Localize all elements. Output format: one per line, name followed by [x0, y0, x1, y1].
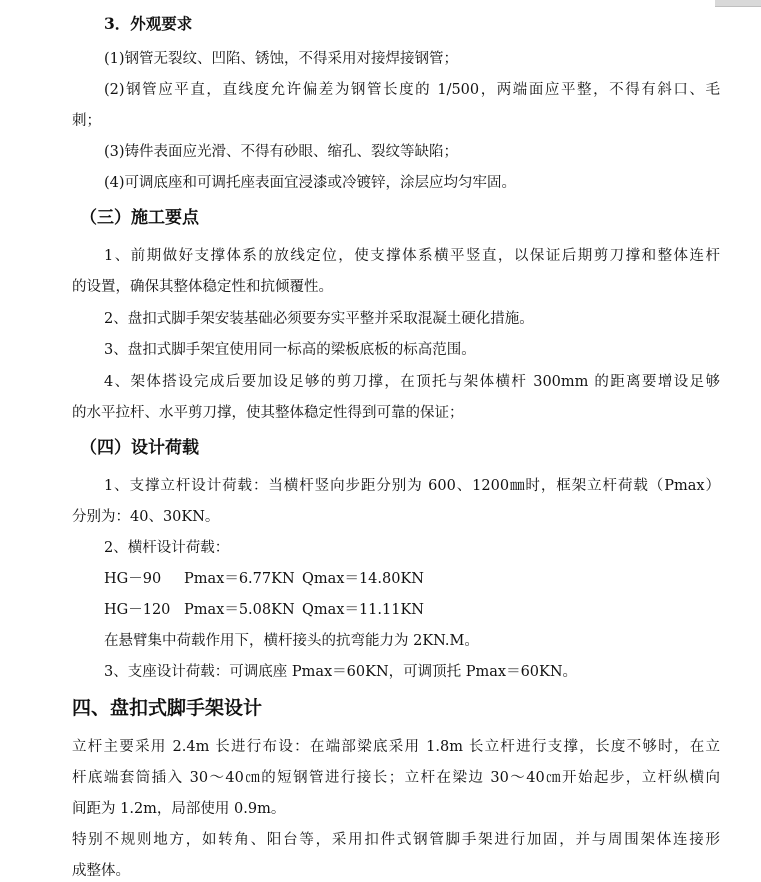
chapter-heading: 四、盘扣式脚手架设计 [72, 697, 263, 719]
paragraph-line: 的设置，确保其整体稳定性和抗倾覆性。 [72, 279, 333, 295]
model-label: HG－120 [104, 602, 171, 618]
qmax-value: Qmax＝14.80KN [302, 571, 424, 587]
paragraph-line: 在悬臂集中荷载作用下，横杆接头的抗弯能力为 2KN.M。 [104, 633, 479, 649]
pmax-value: Pmax＝5.08KN [184, 602, 295, 618]
paragraph-line: 3、支座设计荷载：可调底座 Pmax＝60KN，可调顶托 Pmax＝60KN。 [104, 664, 578, 680]
paragraph-line: 立杆主要采用 2.4m 长进行布设：在端部梁底采用 1.8m 长立杆进行支撑，长度不够时，在立 [72, 739, 720, 755]
pmax-value: Pmax＝6.77KN [184, 571, 295, 587]
load-row-hg120 [104, 600, 752, 620]
scrollbar[interactable] [715, 0, 761, 7]
paragraph-line: 成整体。 [72, 863, 130, 879]
section-heading-appearance: 3．外观要求 [104, 14, 193, 33]
paragraph-line: 3、盘扣式脚手架宜使用同一标高的梁板底板的标高范围。 [104, 342, 476, 358]
section-heading-construction: （三）施工要点 [80, 208, 199, 228]
paragraph-line: (4)可调底座和可调托座表面宜浸漆或冷镀锌，涂层应均匀牢固。 [104, 175, 517, 191]
paragraph-line: 1、支撑立杆设计荷载：当横杆竖向步距分别为 600、1200㎜时，框架立杆荷载（Pmax） [104, 478, 720, 494]
paragraph-line: 杆底端套筒插入 30～40㎝的短钢管进行接长；立杆在梁边 30～40㎝开始起步，立杆纵横向 [72, 770, 720, 786]
model-label: HG－90 [104, 571, 162, 587]
paragraph-line: 刺； [72, 113, 101, 129]
paragraph-line: 特别不规则地方，如转角、阳台等，采用扣件式钢管脚手架进行加固，并与周围架体连接形 [72, 832, 720, 848]
section-heading-design-load: （四）设计荷载 [80, 438, 199, 458]
paragraph-line: 的水平拉杆、水平剪刀撑，使其整体稳定性得到可靠的保证； [72, 405, 464, 421]
paragraph-line: 1、前期做好支撑体系的放线定位，使支撑体系横平竖直，以保证后期剪刀撑和整体连杆 [104, 248, 720, 264]
load-row-hg90 [104, 569, 752, 589]
qmax-value: Qmax＝11.11KN [302, 602, 424, 618]
paragraph-line: 间距为 1.2m，局部使用 0.9m。 [72, 801, 286, 817]
paragraph-line: 4、架体搭设完成后要加设足够的剪刀撑，在顶托与架体横杆 300mm 的距离要增设足够 [104, 374, 720, 390]
paragraph-line: (1)钢管无裂纹、凹陷、锈蚀，不得采用对接焊接钢管； [104, 51, 459, 67]
paragraph-line: 分别为：40、30KN。 [72, 509, 220, 525]
paragraph-line: (3)铸件表面应光滑、不得有砂眼、缩孔、裂纹等缺陷； [104, 144, 459, 160]
paragraph-line: 2、盘扣式脚手架安装基础必须要夯实平整并采取混凝土硬化措施。 [104, 311, 534, 327]
paragraph-line: 2、横杆设计荷载： [104, 540, 230, 556]
paragraph-line: (2)钢管应平直，直线度允许偏差为钢管长度的 1/500，两端面应平整，不得有斜口、毛 [104, 82, 720, 98]
